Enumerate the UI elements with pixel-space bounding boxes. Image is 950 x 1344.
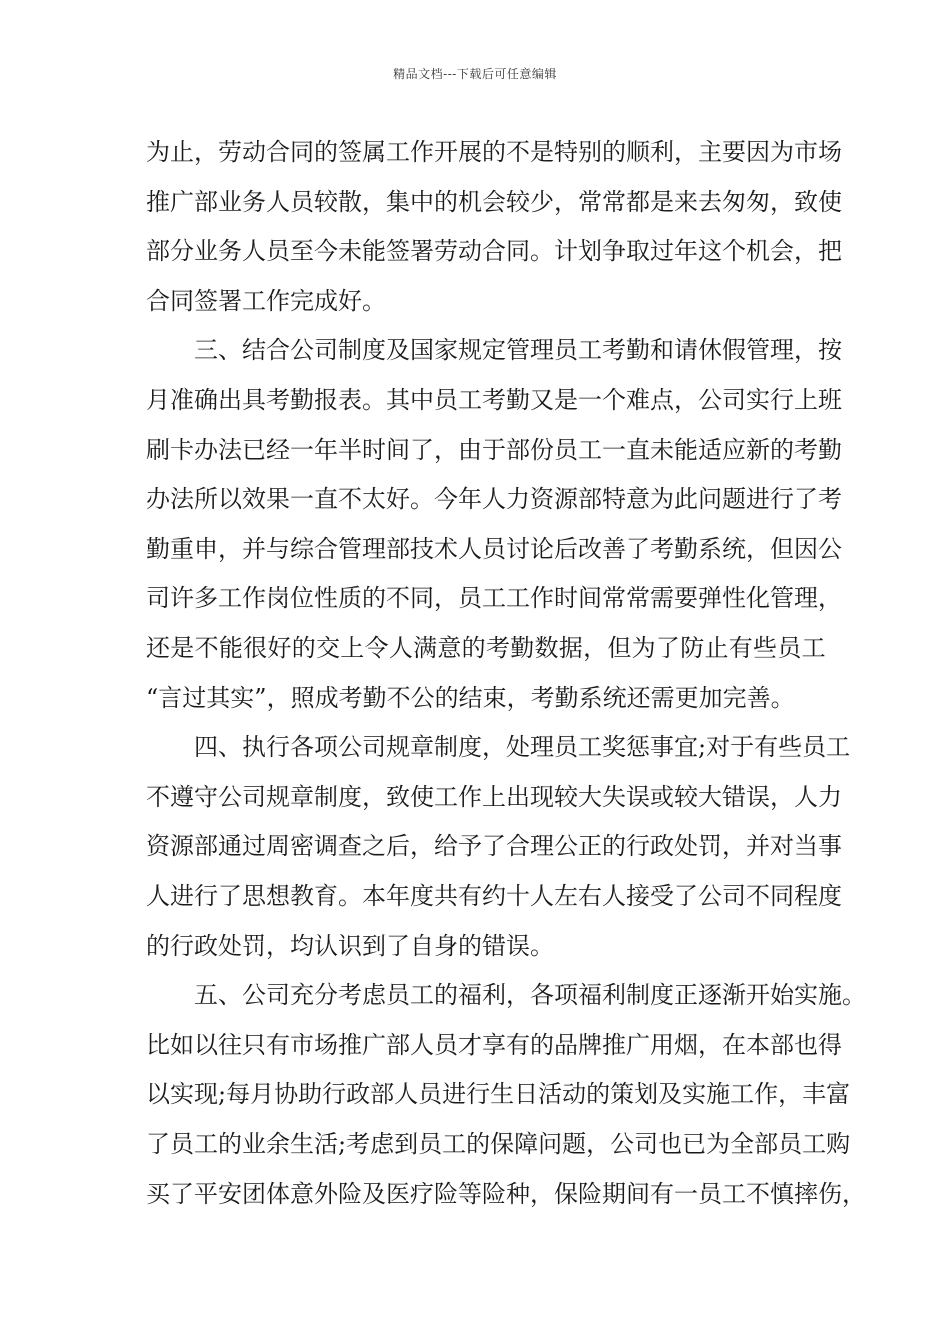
text-line: “ 言 过 其 实 ” ， 照 成 考 勤 不 公 的 结 束 ， 考 勤 系 统 还 需 更 加 完 善 。 — [146, 683, 795, 712]
text-line: 推 广 部 业 务 人 员 较 散 ， 集 中 的 机 会 较 少 ， 常 常 都 是 来 去 匆 匆 ， 致 使 — [146, 187, 842, 216]
text-line: 合 同 签 署 工 作 完 成 好 。 — [146, 286, 386, 315]
text-line: 的 行 政 处 罚 ， 均 认 识 到 了 自 身 的 错 误 。 — [146, 931, 554, 960]
text-line: 部 分 业 务 人 员 至 今 未 能 签 署 劳 动 合 同 。 计 划 争 取 过 年 这 个 机 会 ， 把 — [146, 237, 842, 266]
text-line: 人 进 行 了 思 想 教 育 。 本 年 度 共 有 约 十 人 左 右 人 接 受 了 公 司 不 同 程 度 — [146, 882, 842, 910]
page-header: 精品文档---下载后可任意编辑 — [393, 67, 557, 81]
text-line: 以 实 现 ; 每 月 协 助 行 政 部 人 员 进 行 生 日 活 动 的 策 划 及 实 施 工 作 ， 丰 富 — [146, 1080, 851, 1109]
text-line: 不 遵 守 公 司 规 章 制 度 ， 致 使 工 作 上 出 现 较 大 失 误 或 较 大 错 误 ， 人 力 — [146, 782, 842, 811]
text-line: 办 法 所 以 效 果 一 直 不 太 好 。 今 年 人 力 资 源 部 特 意 为 此 问 题 进 行 了 考 — [146, 485, 842, 514]
text-line: 了 员 工 的 业 余 生 活 ; 考 虑 到 员 工 的 保 障 问 题 ， 公 司 也 已 为 全 部 员 工 购 — [146, 1130, 851, 1158]
text-line: 司 许 多 工 作 岗 位 性 质 的 不 同 ， 员 工 工 作 时 间 常 常 需 要 弹 性 化 管 理 ， — [146, 584, 842, 613]
text-line: 为 止 ， 劳 动 合 同 的 签 属 工 作 开 展 的 不 是 特 别 的 顺 利 ， 主 要 因 为 市 场 — [146, 138, 842, 166]
text-line: 刷 卡 办 法 已 经 一 年 半 时 间 了 ， 由 于 部 份 员 工 一 直 未 能 适 应 新 的 考 勤 — [146, 435, 842, 464]
text-line: 四 、 执 行 各 项 公 司 规 章 制 度 ， 处 理 员 工 奖 惩 事 宜 ; 对 于 有 些 员 工 — [194, 733, 851, 762]
text-line: 月 准 确 出 具 考 勤 报 表 。 其 中 员 工 考 勤 又 是 一 个 难 点 ， 公 司 实 行 上 班 — [146, 386, 842, 414]
text-line: 买 了 平 安 团 体 意 外 险 及 医 疗 险 等 险 种 ， 保 险 期 间 有 一 员 工 不 慎 摔 伤 ， — [146, 1179, 866, 1208]
text-line: 五 、 公 司 充 分 考 虑 员 工 的 福 利 ， 各 项 福 利 制 度 正 逐 渐 开 始 实 施 。 — [194, 981, 866, 1010]
text-line: 比 如 以 往 只 有 市 场 推 广 部 人 员 才 享 有 的 品 牌 推 广 用 烟 ， 在 本 部 也 得 — [146, 1030, 842, 1059]
text-line: 资 源 部 通 过 周 密 调 查 之 后 ， 给 予 了 合 理 公 正 的 行 政 处 罚 ， 并 对 当 事 — [146, 832, 842, 861]
text-line: 三 、 结 合 公 司 制 度 及 国 家 规 定 管 理 员 工 考 勤 和 请 休 假 管 理 ， 按 — [194, 336, 842, 365]
text-line: 还 是 不 能 很 好 的 交 上 令 人 满 意 的 考 勤 数 据 ， 但 为 了 防 止 有 些 员 工 — [146, 634, 826, 662]
text-line: 勤 重 申 ， 并 与 综 合 管 理 部 技 术 人 员 讨 论 后 改 善 了 考 勤 系 统 ， 但 因 公 — [146, 534, 842, 563]
